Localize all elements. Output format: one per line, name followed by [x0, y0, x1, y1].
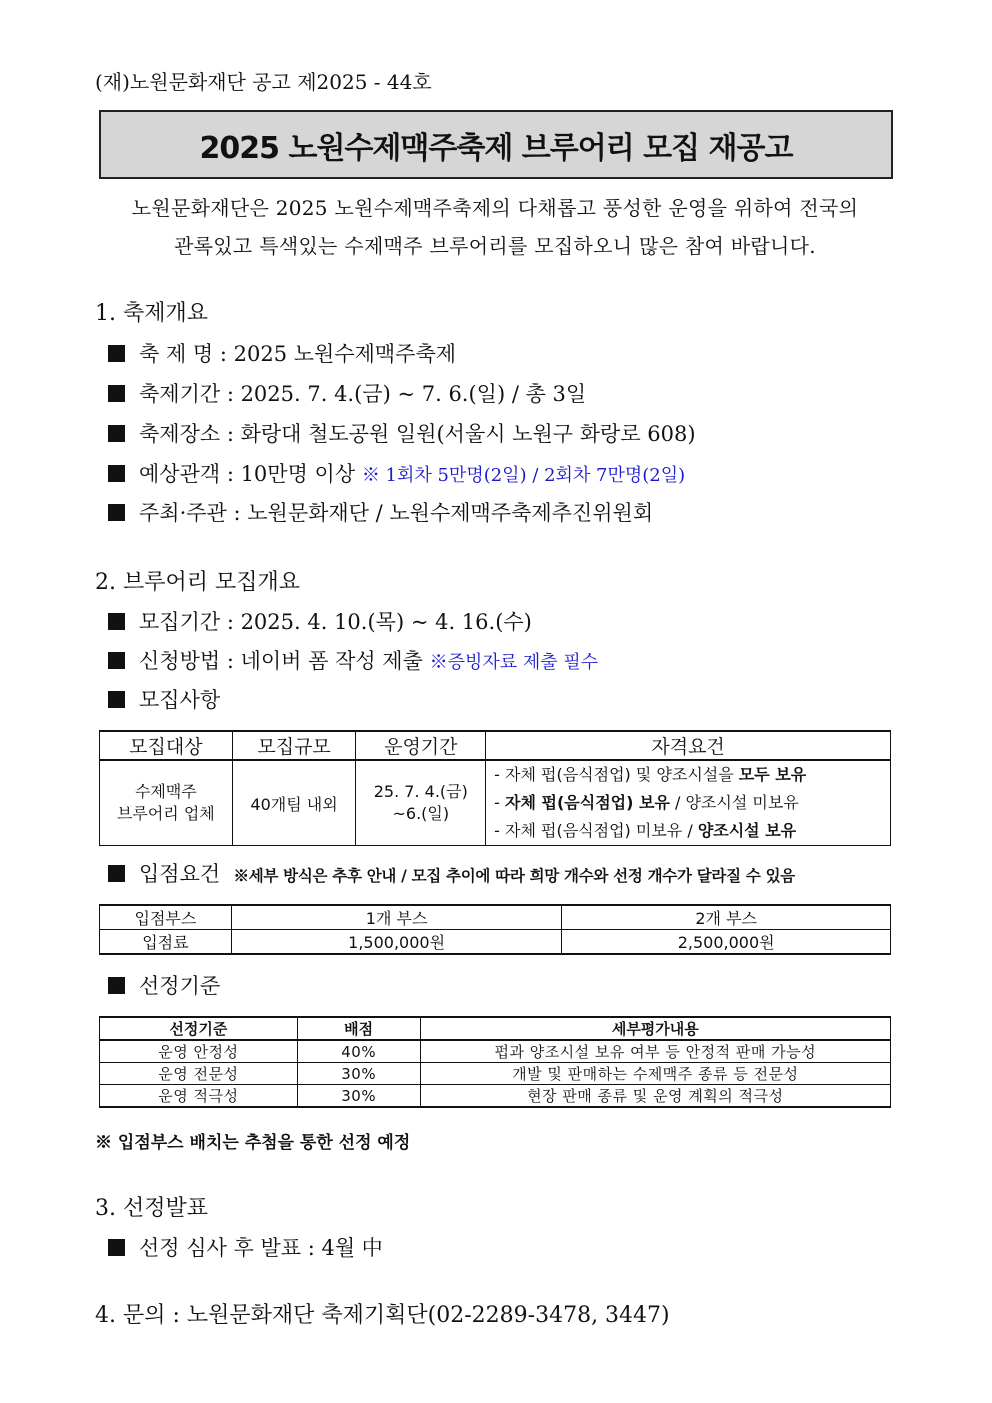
entry-requirements-item: 입점요건 ※세부 방식은 추후 안내 / 모집 추이에 따라 희망 개수와 선정 개수가 달라질 수 있음: [108, 858, 795, 888]
qualification-line: - 자체 펍(음식점업) 보유 / 양조시설 미보유: [494, 793, 799, 812]
recruit-table: [99, 730, 891, 846]
table-row: [100, 905, 891, 930]
section-1-heading: 1. 축제개요: [95, 301, 208, 326]
festival-name-item: 축 제 명 : 2025 노원수제맥주축제: [108, 338, 456, 368]
table-header-row: [100, 731, 891, 760]
page-title: 2025 노원수제맥주축제 브루어리 모집 재공고: [199, 130, 793, 166]
qualification-line: - 자체 펍(음식점업) 미보유 / 양조시설 보유: [494, 821, 797, 840]
expected-audience-item: 예상관객 : 10만명 이상 ※ 1회차 5만명(2일) / 2회차 7만명(2일): [108, 458, 685, 488]
table-row: [100, 1040, 891, 1063]
table-cell: 현장 판매 종류 및 운영 계획의 적극성: [420, 1085, 890, 1108]
table-cell: 운영 안정성: [100, 1040, 298, 1063]
selection-criteria-heading: 선정기준: [108, 970, 220, 1000]
table-cell: 운영 적극성: [100, 1085, 298, 1108]
bullet-square-icon: [108, 865, 125, 882]
table-cell: 1개 부스: [231, 905, 562, 930]
table-cell: 입점료: [100, 930, 232, 955]
announcement-item: 선정 심사 후 발표 : 4월 中: [108, 1232, 383, 1262]
bullet-square-icon: [108, 613, 125, 630]
table-cell: 30%: [297, 1063, 420, 1085]
operation-period-cell: 25. 7. 4.(금) ~6.(일): [356, 760, 486, 846]
recruit-period-item: 모집기간 : 2025. 4. 10.(목) ~ 4. 16.(수): [108, 606, 532, 636]
recruit-scale-cell: 40개팀 내외: [232, 760, 356, 846]
bullet-square-icon: [108, 977, 125, 994]
host-item: 주최·주관 : 노원문화재단 / 노원수제맥주축제추진위원회: [108, 497, 653, 527]
table-header: 세부평가내용: [420, 1017, 890, 1040]
table-header: 운영기간: [356, 731, 486, 760]
table-cell: 1,500,000원: [231, 930, 562, 955]
audience-note: ※ 1회차 5만명(2일) / 2회차 7만명(2일): [361, 465, 686, 486]
table-header: 모집대상: [100, 731, 233, 760]
bullet-square-icon: [108, 1239, 125, 1256]
bullet-square-icon: [108, 691, 125, 708]
table-cell: 입점부스: [100, 905, 232, 930]
table-cell: 2개 부스: [562, 905, 891, 930]
notice-number: (재)노원문화재단 공고 제2025 - 44호: [95, 70, 432, 94]
bullet-square-icon: [108, 425, 125, 442]
table-cell: 40%: [297, 1040, 420, 1063]
intro-line-1: 노원문화재단은 2025 노원수제맥주축제의 다채롭고 풍성한 운영을 위하여 전국의: [131, 196, 859, 220]
festival-period-item: 축제기간 : 2025. 7. 4.(금) ~ 7. 6.(일) / 총 3일: [108, 378, 586, 408]
criteria-table: [99, 1016, 891, 1108]
lottery-note: ※ 입점부스 배치는 추첨을 통한 선정 예정: [95, 1133, 411, 1153]
fee-table: [99, 904, 891, 955]
recruit-target-cell: 수제맥주 브루어리 업체: [100, 760, 233, 846]
section-2-heading: 2. 브루어리 모집개요: [95, 570, 300, 595]
recruit-details-heading: 모집사항: [108, 684, 220, 714]
table-cell: 2,500,000원: [562, 930, 891, 955]
bullet-square-icon: [108, 504, 125, 521]
bullet-square-icon: [108, 652, 125, 669]
qualification-cell: [486, 760, 891, 846]
table-cell: 개발 및 판매하는 수제맥주 종류 등 전문성: [420, 1063, 890, 1085]
table-header: 배점: [297, 1017, 420, 1040]
apply-method-item: 신청방법 : 네이버 폼 작성 제출 ※증빙자료 제출 필수: [108, 645, 598, 675]
section-3-heading: 3. 선정발표: [95, 1196, 208, 1221]
table-row: [100, 1085, 891, 1108]
bullet-square-icon: [108, 345, 125, 362]
qualification-line: - 자체 펍(음식점업) 및 양조시설을 모두 보유: [494, 765, 807, 784]
table-row: [100, 1063, 891, 1085]
table-cell: 운영 전문성: [100, 1063, 298, 1085]
table-cell: 30%: [297, 1085, 420, 1108]
table-cell: 펍과 양조시설 보유 여부 등 안정적 판매 가능성: [420, 1040, 890, 1063]
table-header: 자격요건: [486, 731, 891, 760]
table-row: [100, 760, 891, 846]
title-box: [99, 110, 893, 179]
bullet-square-icon: [108, 465, 125, 482]
table-header-row: [100, 1017, 891, 1040]
table-row: [100, 930, 891, 955]
apply-method-note: ※증빙자료 제출 필수: [429, 652, 599, 673]
table-header: 모집규모: [232, 731, 356, 760]
table-header: 선정기준: [100, 1017, 298, 1040]
bullet-square-icon: [108, 385, 125, 402]
intro-line-2: 관록있고 특색있는 수제맥주 브루어리를 모집하오니 많은 참여 바랍니다.: [174, 234, 816, 258]
festival-venue-item: 축제장소 : 화랑대 철도공원 일원(서울시 노원구 화랑로 608): [108, 418, 696, 448]
entry-note: ※세부 방식은 추후 안내 / 모집 추이에 따라 희망 개수와 선정 개수가 달라질 수 있음: [233, 866, 795, 885]
contact-line: 4. 문의 : 노원문화재단 축제기획단(02-2289-3478, 3447): [95, 1303, 670, 1328]
